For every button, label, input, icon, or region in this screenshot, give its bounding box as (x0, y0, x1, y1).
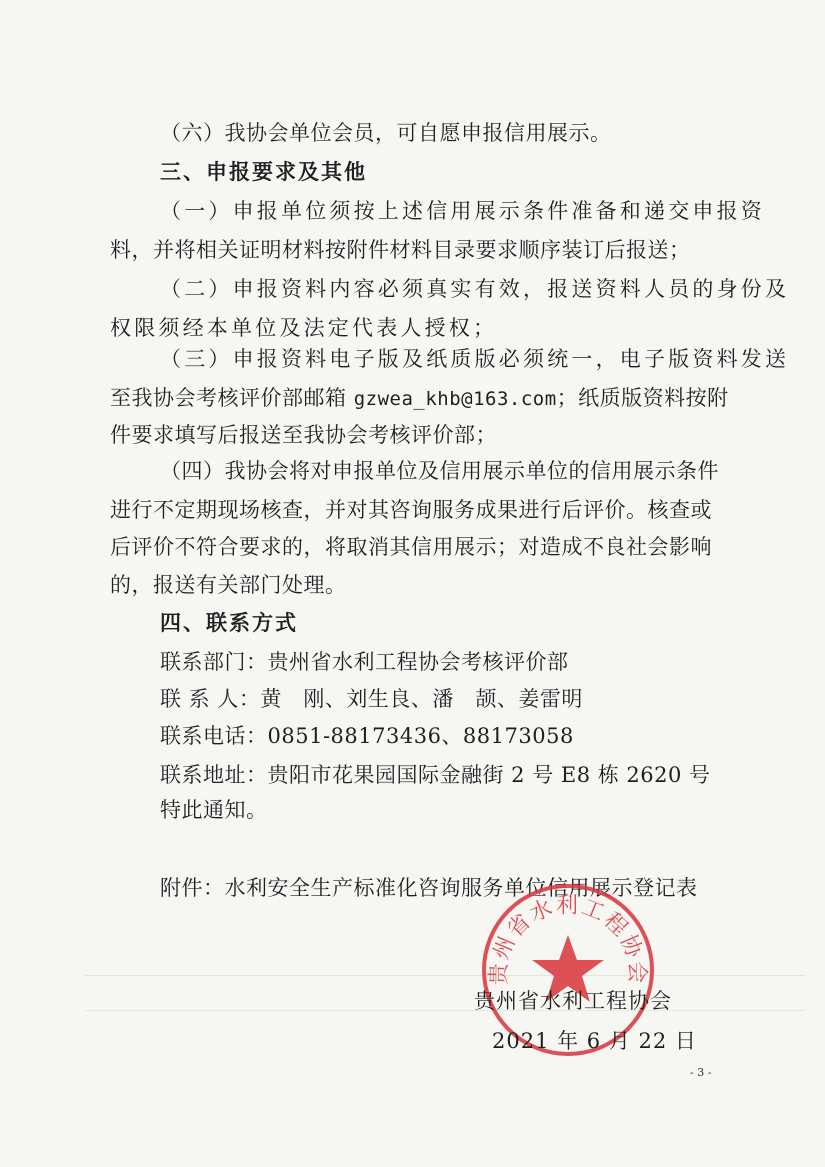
bleed-through-line (85, 1010, 805, 1011)
page-number: - 3 - (690, 1066, 712, 1079)
section-heading-3: 三、申报要求及其他 (160, 159, 367, 184)
paragraph-item-6: （六）我协会单位会员，可自愿申报信用展示。 (160, 121, 612, 145)
paragraph-line: 权限须经本单位及法定代表人授权； (110, 316, 498, 340)
signature-organization: 贵州省水利工程协会 (474, 989, 672, 1013)
attachment-note: 附件：水利安全生产标准化咨询服务单位信用展示登记表 (160, 876, 698, 900)
paragraph-line: （一）申报单位须按上述信用展示条件准备和递交申报资 (160, 199, 765, 223)
paragraph-line: 料，并将相关证明材料按附件材料目录要求顺序装订后报送； (110, 238, 691, 262)
paragraph-line: 件要求填写后报送至我协会考核评价部； (110, 423, 497, 447)
closing-notice: 特此通知。 (160, 798, 268, 822)
paragraph-line: （二）申报资料内容必须真实有效，报送资料人员的身份及 (160, 277, 790, 301)
contact-department: 联系部门：贵州省水利工程协会考核评价部 (160, 650, 569, 674)
paragraph-line: 后评价不符合要求的，将取消其信用展示；对造成不良社会影响 (110, 535, 712, 559)
contact-address: 联系地址：贵阳市花果园国际金融街 2 号 E8 栋 2620 号 (160, 763, 711, 787)
contact-person: 联 系 人：黄 刚、刘生良、潘 颉、姜雷明 (160, 687, 583, 711)
email-address: gzwea_khb@163.com (353, 388, 557, 410)
contact-phone: 联系电话：0851-88173436、88173058 (160, 724, 574, 748)
paragraph-line (110, 383, 729, 414)
paragraph-line: 进行不定期现场核查，并对其咨询服务成果进行后评价。核查或 (110, 498, 712, 522)
paragraph-line: （三）申报资料电子版及纸质版必须统一，电子版资料发送 (160, 347, 790, 371)
bleed-through-line (85, 975, 805, 976)
seal-text: 贵州省水利工程协会 (486, 893, 650, 986)
paragraph-line: 的，报送有关部门处理。 (110, 573, 347, 597)
paragraph-line: （四）我协会将对申报单位及信用展示单位的信用展示条件 (160, 459, 719, 483)
signature-date: 2021 年 6 月 22 日 (492, 1029, 697, 1053)
section-heading-4: 四、联系方式 (160, 610, 298, 635)
paragraph-text: 至我协会考核评价部邮箱 (110, 386, 354, 410)
paragraph-text: ；纸质版资料按附 (556, 386, 729, 410)
